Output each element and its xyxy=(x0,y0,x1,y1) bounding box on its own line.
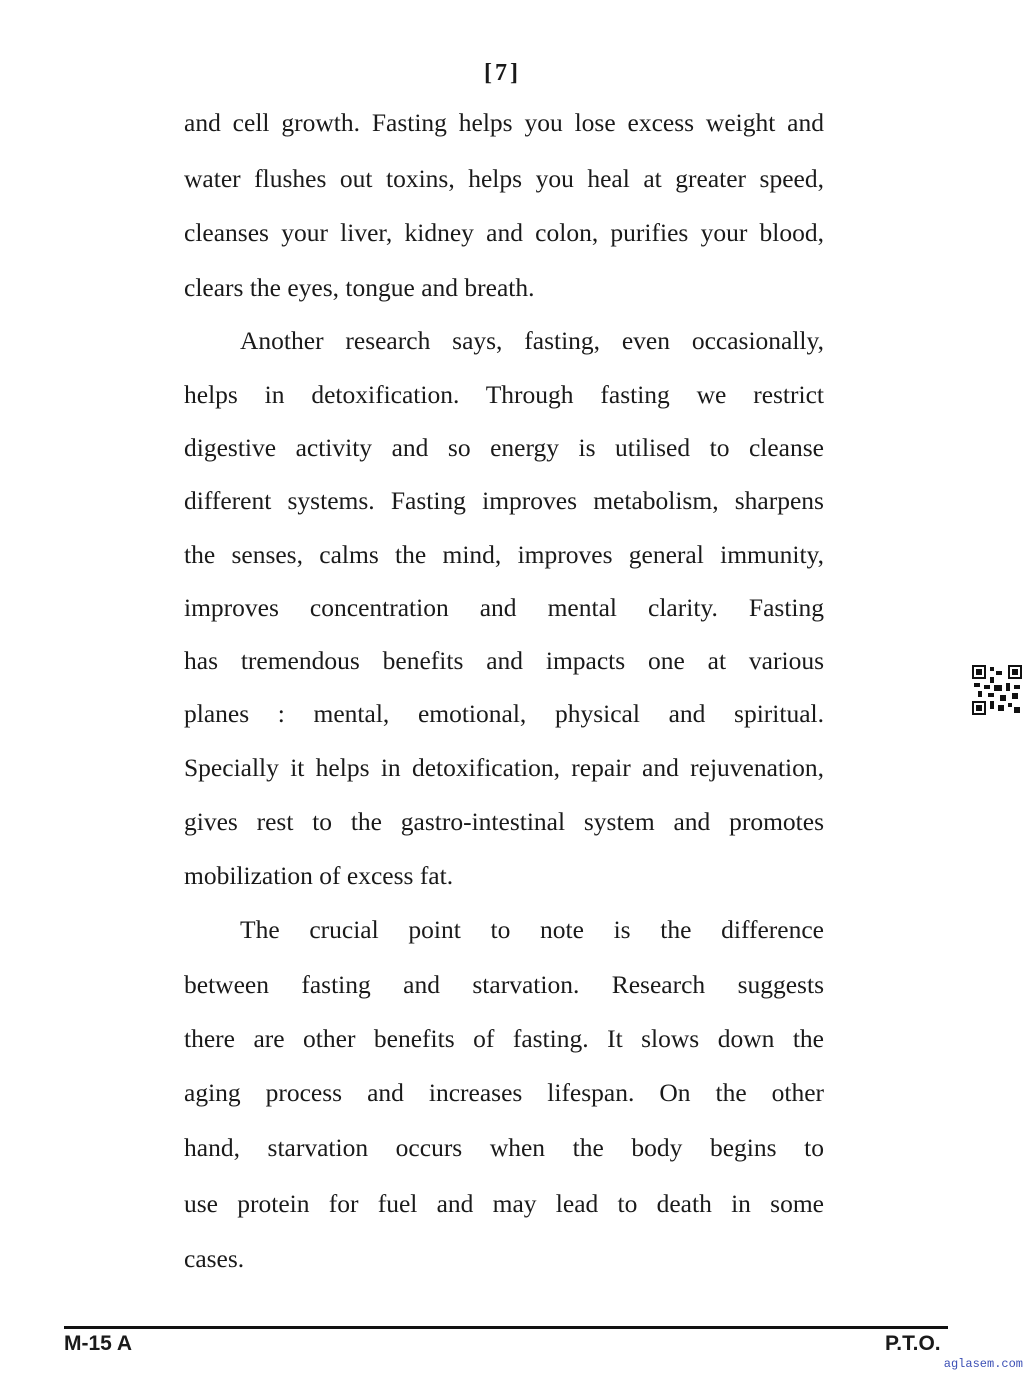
text-line: mobilization of excess fat. xyxy=(184,861,454,890)
text-line: use protein for fuel and may lead to death in some xyxy=(184,1189,824,1218)
text-line: digestive activity and so energy is utilised to cleanse xyxy=(184,433,824,462)
text-line: The crucial point to note is the difference xyxy=(240,915,824,944)
watermark-link[interactable]: aglasem.com xyxy=(943,1357,1023,1371)
text-line: aging process and increases lifespan. On the other xyxy=(184,1078,824,1107)
paper-code: M-15 A xyxy=(64,1332,133,1355)
text-line: there are other benefits of fasting. It slows down the xyxy=(184,1024,824,1053)
text-line: and cell growth. Fasting helps you lose excess weight and xyxy=(184,108,824,137)
text-line: different systems. Fasting improves metabolism, sharpens xyxy=(184,486,824,515)
text-line: water flushes out toxins, helps you heal at greater speed, xyxy=(184,164,824,193)
text-line: clears the eyes, tongue and breath. xyxy=(184,273,535,302)
text-line: has tremendous benefits and impacts one at various xyxy=(184,646,824,675)
text-line: cleanses your liver, kidney and colon, purifies your blood, xyxy=(184,218,824,247)
text-line: Another research says, fasting, even occasionally, xyxy=(240,326,824,355)
text-line: planes : mental, emotional, physical and spiritual. xyxy=(184,699,824,728)
page-number: [7] xyxy=(484,60,521,86)
text-line: Specially it helps in detoxification, repair and rejuvenation, xyxy=(184,753,824,782)
text-line: the senses, calms the mind, improves general immunity, xyxy=(184,540,824,569)
text-line: hand, starvation occurs when the body begins to xyxy=(184,1133,824,1162)
text-line: improves concentration and mental clarity. Fasting xyxy=(184,593,824,622)
footer-rule xyxy=(64,1326,948,1329)
text-line: between fasting and starvation. Research suggests xyxy=(184,970,824,999)
text-line: helps in detoxification. Through fasting we restrict xyxy=(184,380,824,409)
pto-label: P.T.O. xyxy=(885,1332,941,1355)
text-line: cases. xyxy=(184,1244,245,1273)
text-line: gives rest to the gastro-intestinal system and promotes xyxy=(184,807,824,836)
qr-code-icon xyxy=(972,665,1022,715)
